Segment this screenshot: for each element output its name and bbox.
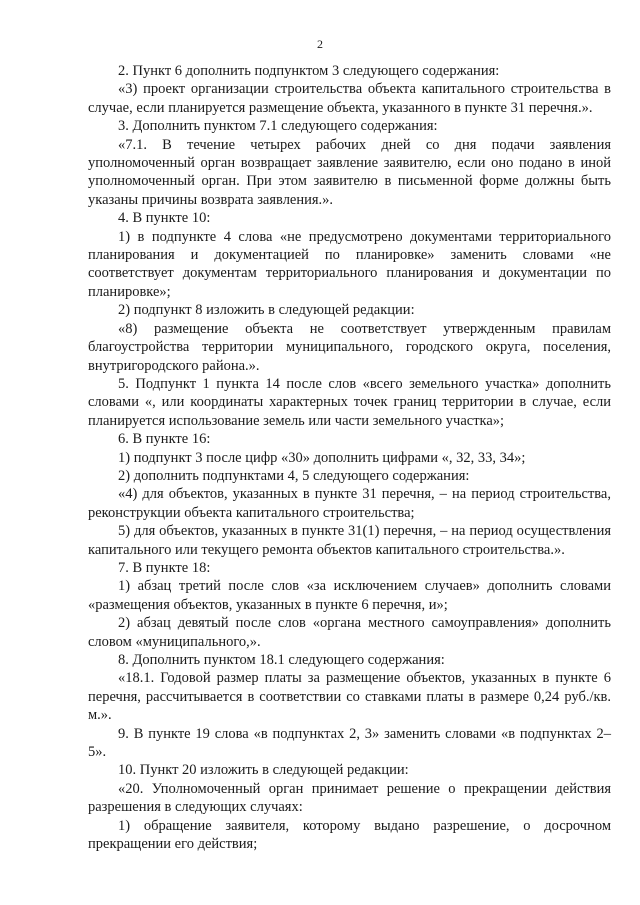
paragraph: 7. В пункте 18: [118,559,211,576]
paragraph: 9. В пункте 19 слова «в подпунктах 2, 3» заменить словами «в подпунктах 2–5». [88,725,611,761]
paragraph: 1) в подпункте 4 слова «не предусмотрено документами территориального планирования и документацией по планировке» заменить словами «не соответствует документам территориального планирования и документации по планировке»; [88,228,611,300]
paragraph: 1) обращение заявителя, которому выдано разрешение, о досрочном прекращении его действия; [88,817,611,853]
paragraph: 5. Подпункт 1 пункта 14 после слов «всего земельного участка» дополнить словами «, или координаты характерных точек границ территории в случае, если планируется использование земель или части земельного участка»; [88,375,611,429]
paragraph: «18.1. Годовой размер платы за размещение объектов, указанных в пункте 6 перечня, рассчитывается в соответствии со ставками платы в размере 0,24 руб./кв. м.». [88,670,611,724]
paragraph: 1) подпункт 3 после цифр «30» дополнить цифрами «, 32, 33, 34»; [118,449,526,466]
paragraph: 3. Дополнить пунктом 7.1 следующего содержания: [118,118,438,135]
paragraph: 2) дополнить подпунктами 4, 5 следующего содержания: [118,467,470,484]
document-body [88,62,611,853]
paragraph: 1) абзац третий после слов «за исключением случаев» дополнить словами «размещения объектов, указанных в пункте 6 перечня, и»; [88,578,611,613]
paragraph: «7.1. В течение четырех рабочих дней со дня подачи заявления уполномоченный орган возвращает заявление заявителю, если оно подано в иной уполномоченный орган. При этом заявителю в письменной форме должны быть указаны причины возврата заявления.». [88,136,611,208]
paragraph: «8) размещение объекта не соответствует утвержденным правилам благоустройства территории муниципального, городского округа, поселения, внутригородского района.». [88,320,611,374]
paragraph: 6. В пункте 16: [118,431,211,448]
paragraph: 10. Пункт 20 изложить в следующей редакции: [118,762,409,779]
paragraph: «20. Уполномоченный орган принимает решение о прекращении действия разрешения в следующих случаях: [88,780,611,816]
paragraph: «4) для объектов, указанных в пункте 31 перечня, – на период строительства, реконструкции объекта капитального строительства; [88,486,611,521]
paragraph: 8. Дополнить пунктом 18.1 следующего содержания: [118,652,445,668]
paragraph: «3) проект организации строительства объекта капитального строительства в случае, если планируется размещение объекта, указанного в пункте 31 перечня.». [88,81,611,116]
paragraph: 2) подпункт 8 изложить в следующей редакции: [118,302,415,319]
paragraph: 5) для объектов, указанных в пункте 31(1) перечня, – на период осуществления капитального или текущего ремонта объектов капитального строительства.». [88,523,611,558]
page-number: 2 [317,37,323,51]
paragraph: 4. В пункте 10: [118,210,211,227]
paragraph: 2) абзац девятый после слов «органа местного самоуправления» дополнить словом «муниципального,». [88,615,611,650]
paragraph: 2. Пункт 6 дополнить подпунктом 3 следующего содержания: [118,63,500,79]
